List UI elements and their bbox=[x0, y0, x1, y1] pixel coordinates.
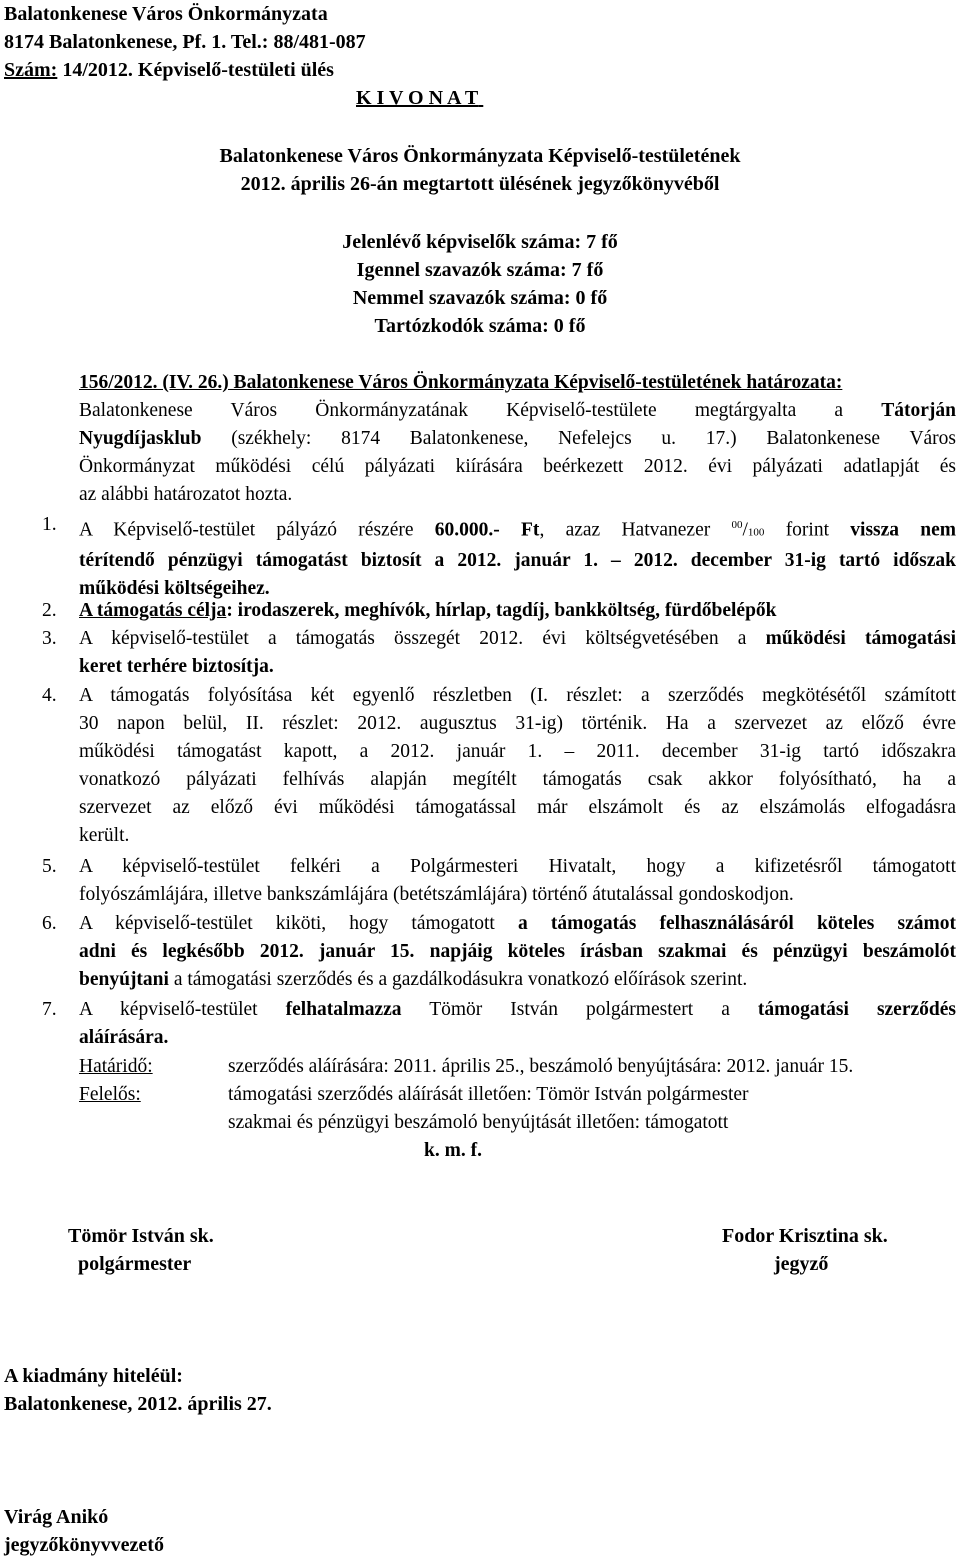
kmf: k. m. f. bbox=[424, 1140, 482, 1161]
item-3: A képviselő-testület a támogatás összegét 2012. évi költségvetésében a működési támogatási keret terhére biztosítja. bbox=[79, 628, 956, 677]
reference-value: 14/2012. Képviselő-testületi ülés bbox=[57, 59, 334, 81]
subheader-line-2: 2012. április 26-án megtartott ülésének jegyzőkönyvéből bbox=[240, 173, 720, 195]
item-number: 6. bbox=[42, 913, 57, 934]
certification-label: A kiadmány hiteléül: bbox=[4, 1365, 183, 1387]
subheader-line-1: Balatonkenese Város Önkormányzata Képviselő-testületének bbox=[219, 145, 741, 167]
votes-yes: Igennel szavazók száma: 7 fő bbox=[356, 259, 604, 281]
signature-left-name: Tömör István sk. bbox=[68, 1225, 214, 1247]
signature-right-name: Fodor Krisztina sk. bbox=[722, 1225, 888, 1247]
item-6: A képviselő-testület kiköti, hogy támogatott a támogatás felhasználásáról köteles számot adni és legkésőbb 2012. január 15. napjáig köteles írásban szakmai és pénzügyi beszámolót benyújtani a támogatási szerződés és a gazdálkodásukra vonatkozó előírások szerint. bbox=[79, 913, 956, 990]
item-number: 2. bbox=[42, 600, 57, 621]
certifier-title: jegyzőkönyvvezető bbox=[4, 1534, 164, 1556]
item-1: A Képviselő-testület pályázó részére 60.000.- Ft, azaz Hatvanezer $^{00}$/100 forint vissza nem térítendő pénzügyi támogatást biztosít a 2012. január 1. – 2012. december 31-ig tartó időszak működési költségeihez. bbox=[79, 519, 957, 599]
item-number: 1. bbox=[42, 514, 57, 535]
item-number: 3. bbox=[42, 628, 57, 649]
item-7: A képviselő-testület felhatalmazza Tömör István polgármestert a támogatási szerződés aláírására. bbox=[79, 999, 956, 1048]
resolution-intro bbox=[79, 399, 956, 507]
responsible-label: Felelős: bbox=[79, 1084, 141, 1105]
item-number: 4. bbox=[42, 685, 57, 706]
intro-line-2: Nyugdíjasklub (székhely: 8174 Balatonkenese, Nefelejcs u. 17.) Balatonkenese Város bbox=[79, 428, 957, 449]
deadline-label: Határidő: bbox=[79, 1056, 153, 1077]
votes-present: Jelenlévő képviselők száma: 7 fő bbox=[342, 231, 618, 253]
org-name: Balatonkenese Város Önkormányzata bbox=[4, 3, 328, 25]
intro-line-4: az alábbi határozatot hozta. bbox=[79, 484, 293, 505]
reference-label: Szám: bbox=[4, 59, 58, 81]
intro-line-1: Balatonkenese Város Önkormányzatának Képviselő-testülete megtárgyalta a Tátorján bbox=[79, 400, 956, 421]
item-4: A támogatás folyósítása két egyenlő részletben (I. részlet: a szerződés megkötésétől számított 30 napon belül, II. részlet: 2012. augusztus 31-ig) történik. Ha a szervezet az előző évre működési támogatást kapott, a 2012. január 1. – 2011. december 31-ig tartó időszakra vonatkozó pályázati felhívás alapján megítélt támogatás csak akkor folyósítható, ha a szervezet az előző évi működési támogatással már elszámolt és az elszámolás elfogadásra került. bbox=[79, 685, 956, 846]
votes-abstain: Tartózkodók száma: 0 fő bbox=[374, 315, 586, 337]
signature-left-title: polgármester bbox=[78, 1253, 192, 1275]
item-5: A képviselő-testület felkéri a Polgármesteri Hivatalt, hogy a kifizetésről támogatott folyószámlájára, illetve bankszámlájára (betétszámlájára) történő átutalással gondoskodjon. bbox=[79, 856, 956, 905]
document-title: K I V O N A T bbox=[356, 87, 479, 109]
responsible-value-2: szakmai és pénzügyi beszámoló benyújtását illetően: támogatott bbox=[228, 1112, 729, 1133]
intro-line-3: Önkormányzat működési célú pályázati kiírására beérkezett 2012. évi pályázati adatlapját és bbox=[79, 456, 956, 477]
votes-no: Nemmel szavazók száma: 0 fő bbox=[352, 287, 608, 309]
responsible-value-1: támogatási szerződés aláírását illetően: Tömör István polgármester bbox=[228, 1084, 749, 1105]
item-number: 7. bbox=[42, 999, 57, 1020]
item-number: 5. bbox=[42, 856, 57, 877]
signature-right-title: jegyző bbox=[774, 1253, 829, 1275]
certifier-name: Virág Anikó bbox=[4, 1506, 109, 1528]
certification-place-date: Balatonkenese, 2012. április 27. bbox=[4, 1393, 272, 1415]
deadline-value: szerződés aláírására: 2011. április 25., beszámoló benyújtására: 2012. január 15. bbox=[228, 1056, 854, 1077]
reference-line bbox=[4, 58, 334, 82]
item-2: A támogatás célja: irodaszerek, meghívók, hírlap, tagdíj, bankköltség, fürdőbelépők bbox=[79, 600, 777, 621]
org-address: 8174 Balatonkenese, Pf. 1. Tel.: 88/481-087 bbox=[4, 31, 366, 53]
resolution-title: 156/2012. (IV. 26.) Balatonkenese Város Önkormányzata Képviselő-testületének határozata: bbox=[79, 372, 843, 393]
